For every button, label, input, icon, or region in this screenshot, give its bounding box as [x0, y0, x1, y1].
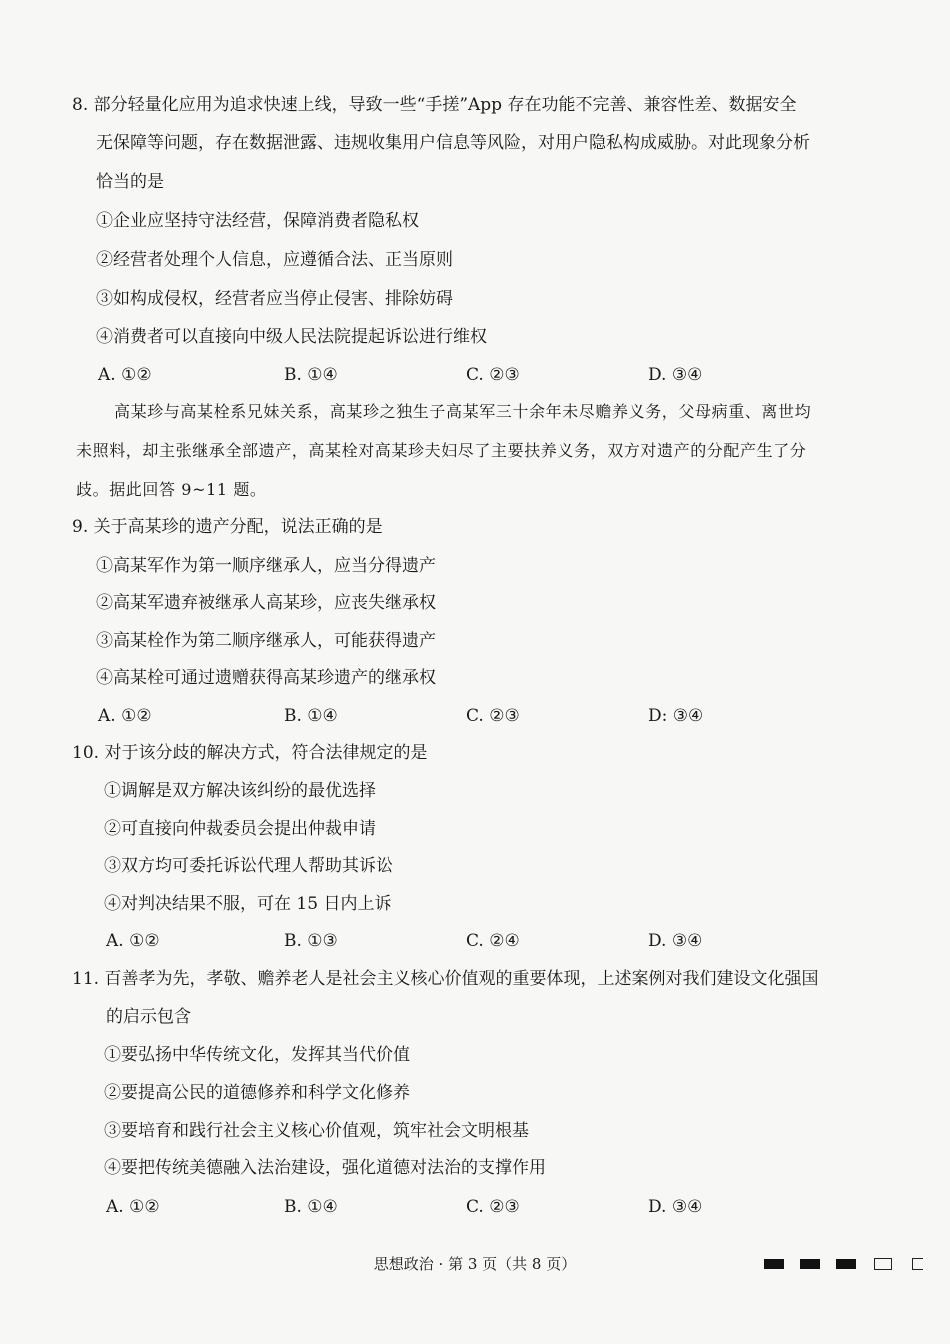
registration-mark-filled-icon [764, 1259, 784, 1269]
material-line-3: 歧。据此回答 9~11 题。 [76, 480, 267, 499]
page-footer: 思想政治 · 第 3 页（共 8 页） [373, 1255, 577, 1273]
q10-stem: 10. 对于该分歧的解决方式，符合法律规定的是 [72, 743, 428, 763]
q10-choice-a: A. ①② [106, 931, 160, 951]
q9-stem: 9. 关于高某珍的遗产分配，说法正确的是 [72, 517, 383, 537]
q9-option-2: ②高某军遗弃被继承人高某珍，应丧失继承权 [96, 593, 436, 613]
q8-option-2: ②经营者处理个人信息，应遵循合法、正当原则 [96, 250, 453, 270]
registration-mark-filled-icon [800, 1259, 820, 1269]
q10-choice-b: B. ①③ [284, 931, 338, 951]
material-line-1: 高某珍与高某栓系兄妹关系，高某珍之独生子高某军三十余年未尽赡养义务，父母病重、离世均 [114, 402, 812, 421]
registration-mark-empty-icon [874, 1258, 892, 1270]
q9-option-3: ③高某栓作为第二顺序继承人，可能获得遗产 [96, 631, 436, 651]
q11-option-3: ③要培育和践行社会主义核心价值观，筑牢社会文明根基 [104, 1121, 529, 1141]
q10-choice-c: C. ②④ [466, 931, 520, 951]
q9-option-1: ①高某军作为第一顺序继承人，应当分得遗产 [96, 556, 436, 576]
material-line-2: 未照料，却主张继承全部遗产，高某栓对高某珍夫妇尽了主要扶养义务，双方对遗产的分配产生了分 [76, 441, 807, 460]
q10-option-3: ③双方均可委托诉讼代理人帮助其诉讼 [104, 856, 393, 876]
q11-stem-line-1: 11. 百善孝为先，孝敬、赡养老人是社会主义核心价值观的重要体现，上述案例对我们建设文化强国 [72, 969, 819, 989]
q9-option-4: ④高某栓可通过遗赠获得高某珍遗产的继承权 [96, 668, 436, 688]
q8-option-4: ④消费者可以直接向中级人民法院提起诉讼进行维权 [96, 327, 487, 347]
q11-stem-line-2: 的启示包含 [106, 1007, 191, 1027]
q8-choice-d: D. ③④ [648, 365, 703, 385]
q11-choice-b: B. ①④ [284, 1197, 338, 1217]
q8-option-3: ③如构成侵权，经营者应当停止侵害、排除妨碍 [96, 289, 453, 309]
q11-option-4: ④要把传统美德融入法治建设，强化道德对法治的支撑作用 [104, 1158, 546, 1178]
q10-option-1: ①调解是双方解决该纠纷的最优选择 [104, 781, 376, 801]
q9-choice-c: C. ②③ [466, 706, 520, 726]
q11-option-1: ①要弘扬中华传统文化，发挥其当代价值 [104, 1045, 410, 1065]
q9-choice-d: D: ③④ [648, 706, 704, 726]
q8-choice-a: A. ①② [98, 365, 152, 385]
q10-choice-d: D. ③④ [648, 931, 703, 951]
q11-choice-c: C. ②③ [466, 1197, 520, 1217]
q8-stem-line-2: 无保障等问题，存在数据泄露、违规收集用户信息等风险，对用户隐私构成威胁。对此现象分析 [96, 133, 810, 153]
q11-choice-d: D. ③④ [648, 1197, 703, 1217]
q10-option-2: ②可直接向仲裁委员会提出仲裁申请 [104, 819, 376, 839]
q8-stem-line-3: 恰当的是 [96, 172, 164, 192]
q8-choice-c: C. ②③ [466, 365, 520, 385]
q11-choice-a: A. ①② [106, 1197, 160, 1217]
q9-choice-b: B. ①④ [284, 706, 338, 726]
registration-mark-filled-icon [836, 1259, 856, 1269]
q8-stem-line-1: 8. 部分轻量化应用为追求快速上线，导致一些“手搓”App 存在功能不完善、兼容性差、数据安全 [72, 95, 797, 115]
q11-option-2: ②要提高公民的道德修养和科学文化修养 [104, 1083, 410, 1103]
q9-choice-a: A. ①② [98, 706, 152, 726]
registration-mark-half-icon [912, 1258, 923, 1270]
q8-option-1: ①企业应坚持守法经营，保障消费者隐私权 [96, 211, 419, 231]
q10-option-4: ④对判决结果不服，可在 15 日内上诉 [104, 894, 392, 914]
q8-choice-b: B. ①④ [284, 365, 338, 385]
